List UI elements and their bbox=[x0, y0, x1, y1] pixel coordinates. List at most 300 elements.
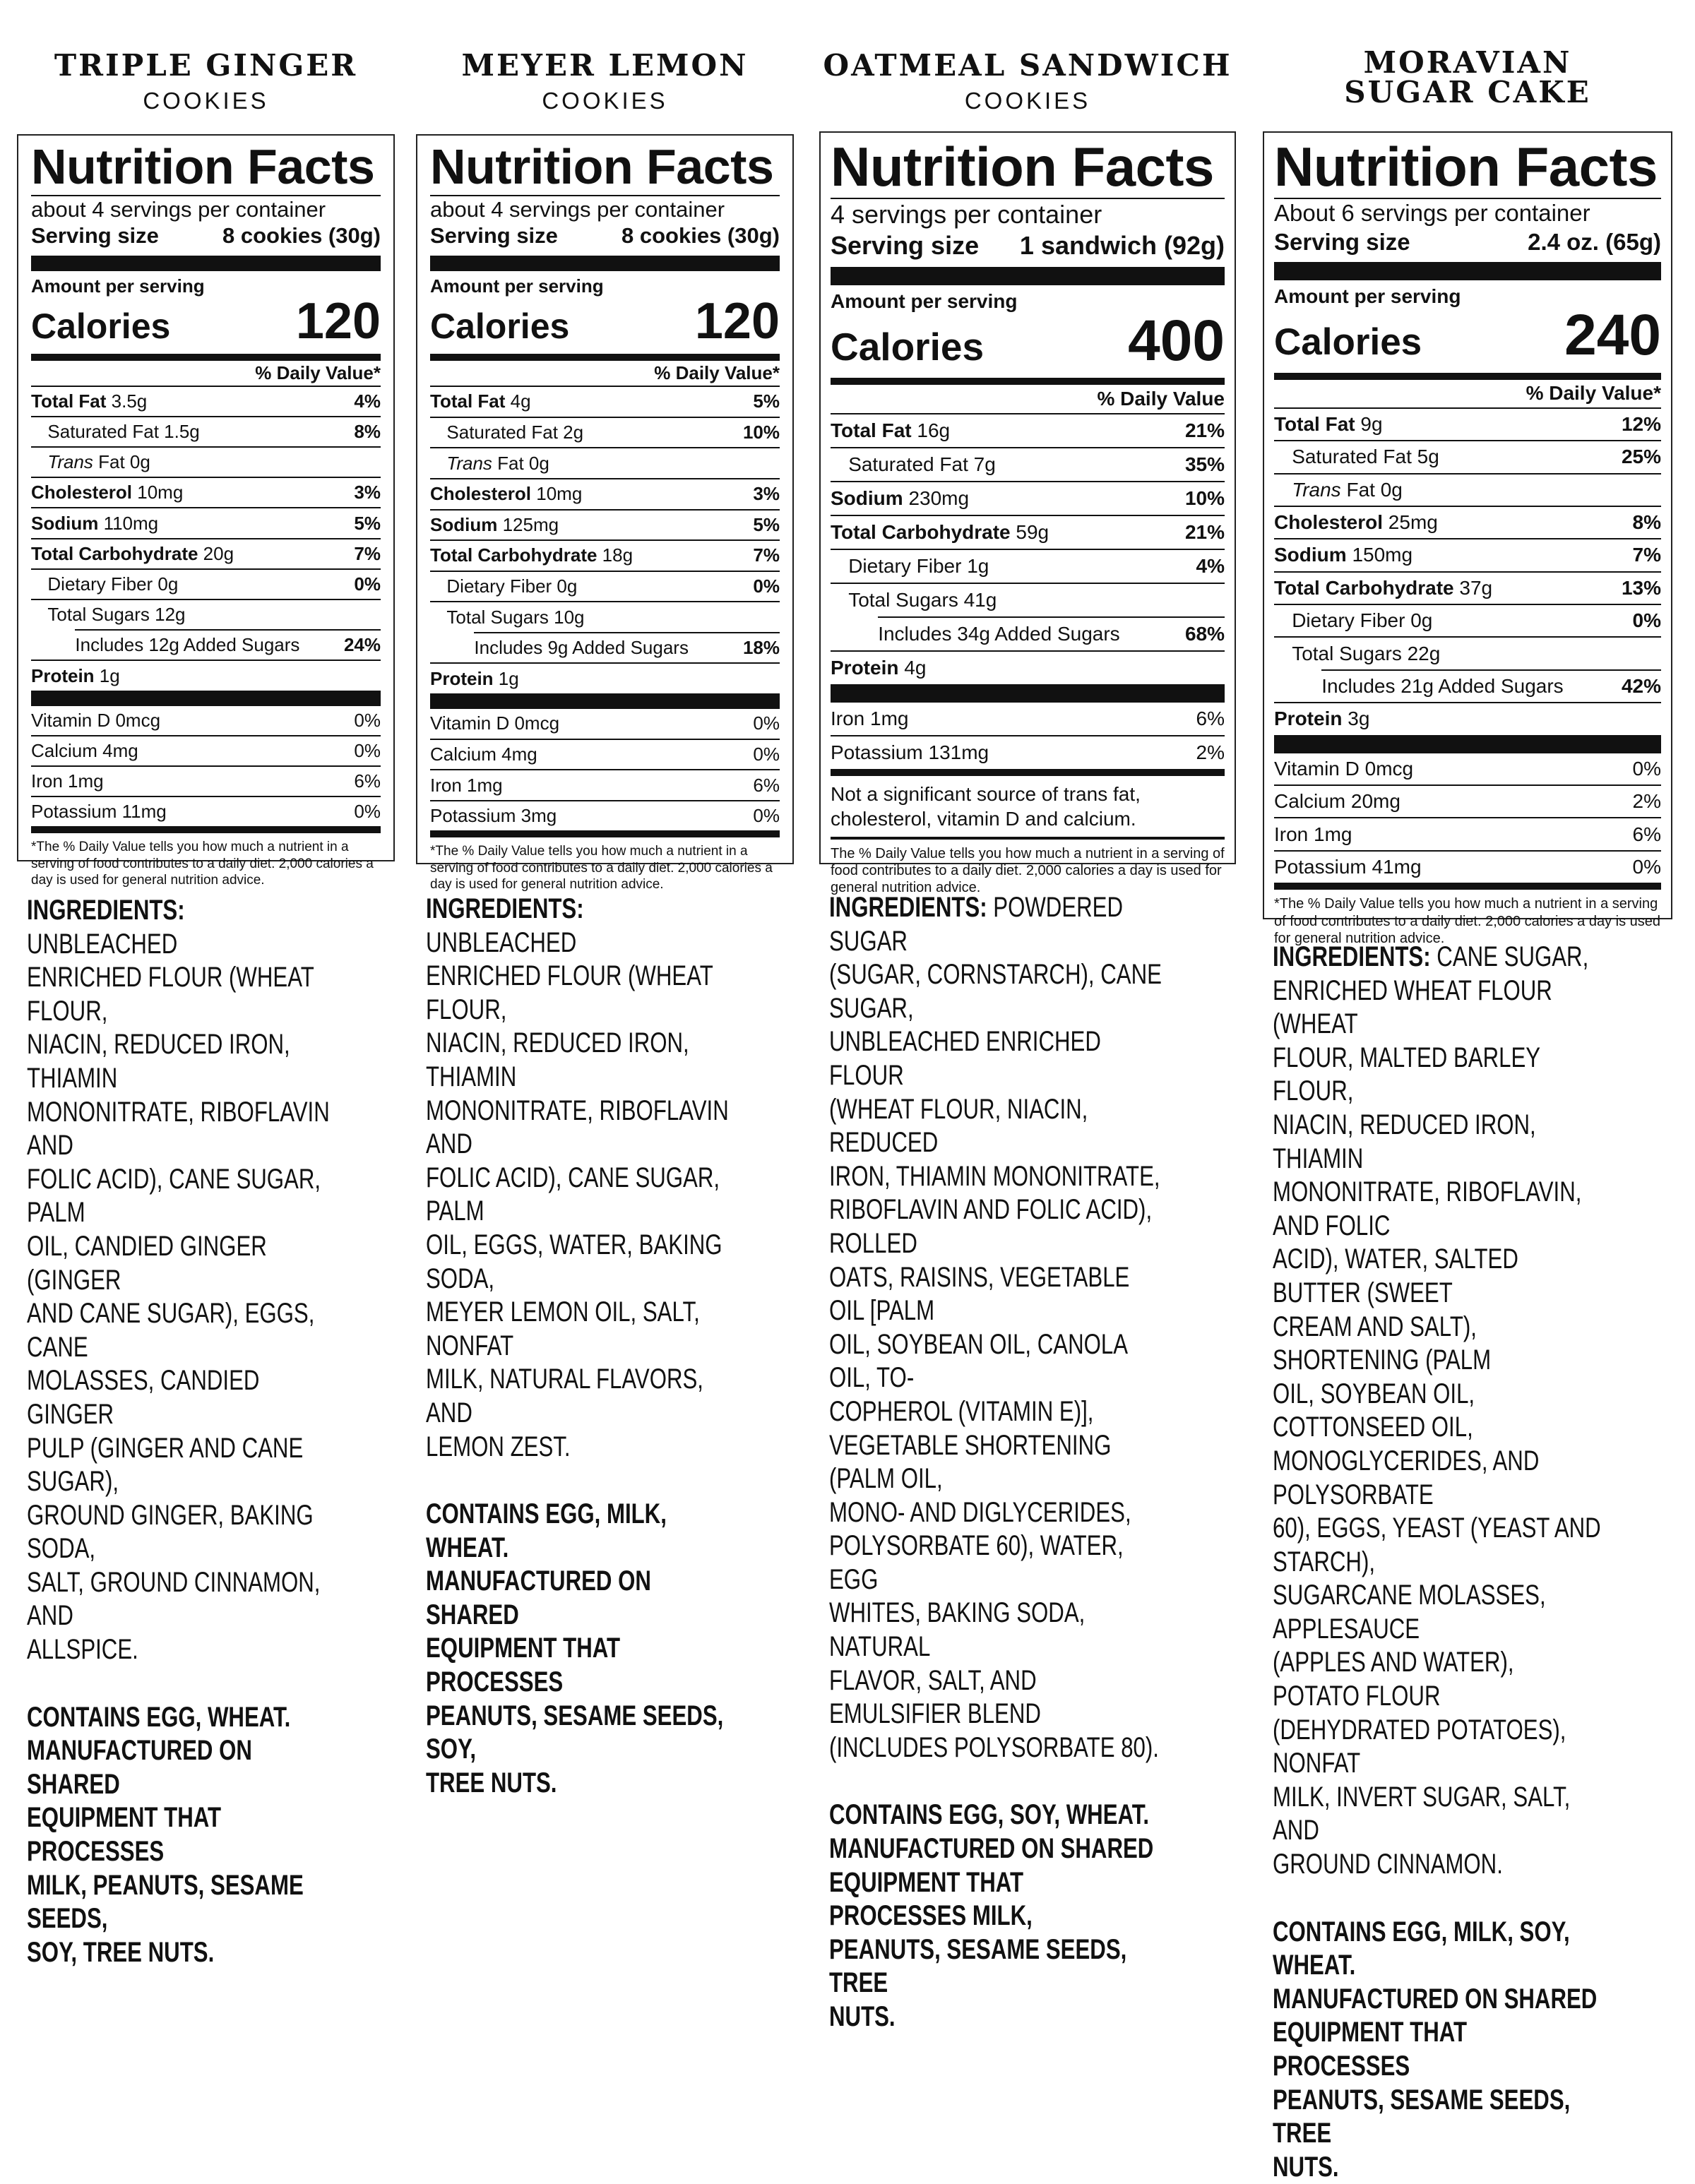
nutrient-label bbox=[31, 543, 234, 565]
nutrition-facts-title: Nutrition Facts bbox=[1274, 136, 1658, 198]
nutrient-name: Protein bbox=[1274, 708, 1343, 730]
nutrient-amount: Saturated Fat 7g bbox=[848, 453, 996, 475]
serving-size-value: 1 sandwich (92g) bbox=[1019, 231, 1225, 261]
nutrition-facts-body bbox=[31, 141, 381, 888]
nutrient-label bbox=[430, 483, 582, 505]
nutrient-dv: 7% bbox=[753, 544, 780, 566]
calories-label: Calories bbox=[430, 306, 570, 347]
vitamin-row bbox=[1274, 753, 1661, 784]
nutrient-label bbox=[31, 421, 200, 443]
vitamin-label: Iron 1mg bbox=[1274, 823, 1352, 845]
product-subtitle: COOKIES bbox=[143, 88, 269, 114]
nutrient-amount: 16g bbox=[911, 419, 951, 441]
vitamin-label: Calcium 20mg bbox=[1274, 790, 1400, 813]
servings-per-container: About 6 servings per container bbox=[1274, 200, 1590, 226]
nutrient-row bbox=[75, 629, 381, 660]
nutrient-amount: Fat 0g bbox=[492, 452, 549, 474]
nutrient-dv: 35% bbox=[1184, 453, 1225, 475]
vitamin-dv: 6% bbox=[1632, 823, 1661, 845]
medium-bar bbox=[31, 354, 381, 361]
nutrient-name: Sodium bbox=[31, 512, 99, 534]
nutrient-amount: 1g bbox=[94, 664, 120, 686]
calories-value: 400 bbox=[1128, 308, 1225, 373]
nutrient-row bbox=[430, 571, 780, 602]
nutrient-amount: Includes 34g Added Sugars bbox=[878, 622, 1120, 645]
nutrient-italic: Trans bbox=[1292, 478, 1341, 501]
serving-size-label: Serving size bbox=[430, 223, 558, 249]
vitamin-dv: 0% bbox=[1632, 757, 1661, 780]
nutrition-facts-body bbox=[1274, 138, 1661, 947]
nutrient-name: Total Carbohydrate bbox=[31, 542, 198, 564]
nutrient-dv: 4% bbox=[354, 390, 381, 412]
nutrient-row bbox=[831, 583, 1225, 616]
nutrient-amount: Includes 21g Added Sugars bbox=[1321, 675, 1564, 698]
vitamin-dv: 6% bbox=[354, 770, 381, 792]
daily-value-header: % Daily Value* bbox=[1526, 382, 1661, 405]
vitamin-label: Vitamin D 0mcg bbox=[31, 709, 161, 731]
medium-bar bbox=[1274, 373, 1661, 380]
nutrient-label bbox=[831, 521, 1049, 544]
product-heading bbox=[1263, 45, 1672, 109]
nutrient-label bbox=[31, 390, 147, 412]
nutrient-label bbox=[1274, 479, 1403, 501]
nutrient-italic: Trans bbox=[47, 451, 93, 473]
product-column bbox=[1263, 0, 1672, 2183]
medium-bar bbox=[831, 769, 1225, 776]
nutrient-row bbox=[474, 632, 780, 663]
thick-bar bbox=[831, 267, 1225, 285]
nutrient-name: Total Fat bbox=[831, 419, 912, 441]
vitamin-dv: 0% bbox=[1632, 856, 1661, 878]
nutrient-row bbox=[31, 660, 381, 690]
nutrient-dv: 68% bbox=[1184, 622, 1225, 645]
nutrient-row bbox=[1274, 636, 1661, 669]
nutrient-amount: 110mg bbox=[98, 512, 159, 534]
ingredients-block bbox=[27, 894, 333, 1969]
daily-value-header: % Daily Value* bbox=[255, 362, 381, 383]
serving-size-value: 8 cookies (30g) bbox=[222, 223, 381, 249]
thick-bar bbox=[430, 256, 780, 271]
vitamin-row bbox=[31, 735, 381, 765]
daily-value-header: % Daily Value bbox=[1097, 387, 1225, 410]
nutrient-name: Total Carbohydrate bbox=[430, 544, 597, 566]
nutrient-name: Total Fat bbox=[31, 390, 107, 412]
serving-size-row bbox=[430, 222, 780, 250]
vitamin-row bbox=[831, 703, 1225, 735]
nutrition-facts-title: Nutrition Facts bbox=[831, 136, 1214, 198]
nutrient-amount: Total Sugars 22g bbox=[1292, 642, 1441, 664]
nutrient-amount: 125mg bbox=[497, 513, 559, 535]
nutrient-dv: 0% bbox=[1632, 609, 1661, 632]
calories-label: Calories bbox=[831, 324, 985, 369]
nutrient-dv: 0% bbox=[354, 573, 381, 595]
nutrient-amount: Dietary Fiber 0g bbox=[1292, 609, 1433, 632]
nutrient-amount: Dietary Fiber 1g bbox=[848, 554, 989, 577]
nutrient-row bbox=[831, 413, 1225, 447]
nutrient-name: Sodium bbox=[430, 513, 498, 535]
daily-value-footnote: *The % Daily Value tells you how much a nutrient in a serving of food contributes to a daily diet. 2,000 calories a day is used for general nutrition advice. bbox=[1274, 896, 1661, 946]
nutrient-row bbox=[831, 481, 1225, 515]
nutrient-label bbox=[31, 665, 120, 687]
nutrient-name: Protein bbox=[430, 667, 494, 689]
nutrient-name: Cholesterol bbox=[31, 482, 133, 503]
amount-per-serving: Amount per serving bbox=[831, 290, 1018, 313]
nutrient-row bbox=[31, 599, 381, 629]
nutrient-amount: 3.5g bbox=[106, 390, 148, 412]
product-title: MORAVIAN SUGAR CAKE bbox=[1344, 45, 1591, 109]
calories-value: 120 bbox=[295, 293, 381, 350]
nutrient-dv: 25% bbox=[1621, 446, 1661, 468]
thick-bar bbox=[31, 256, 381, 271]
nutrient-row bbox=[430, 478, 780, 509]
daily-value-header: % Daily Value* bbox=[654, 362, 780, 383]
product-title: MEYER LEMON bbox=[461, 48, 749, 83]
ingredients-text bbox=[426, 893, 732, 1464]
vitamin-dv: 0% bbox=[354, 801, 381, 823]
nutrient-dv: 42% bbox=[1621, 675, 1661, 698]
allergen-statement: CONTAINS EGG, SOY, WHEAT. MANUFACTURED ON SHARED EQUIPMENT THAT PROCESSES MILK, PEANUTS, SESAME SEEDS, TREE NUTS. bbox=[829, 1799, 1154, 2032]
nutrient-label bbox=[831, 589, 997, 611]
vitamin-label: Calcium 4mg bbox=[430, 743, 537, 765]
not-significant-note: Not a significant source of trans fat, cholesterol, vitamin D and calcium. bbox=[831, 782, 1141, 830]
nutrient-amount: 4g bbox=[505, 390, 531, 412]
ingredients-label: INGREDIENTS: bbox=[1273, 941, 1431, 972]
nutrient-row bbox=[31, 477, 381, 507]
calories-row bbox=[31, 293, 381, 350]
nutrient-row bbox=[878, 616, 1225, 650]
calories-value: 120 bbox=[694, 293, 780, 350]
nutrient-dv: 3% bbox=[753, 483, 780, 505]
thick-bar bbox=[1274, 262, 1661, 280]
vitamin-row bbox=[1274, 850, 1661, 883]
product-title: OATMEAL SANDWICH bbox=[823, 48, 1232, 83]
medium-bar bbox=[430, 830, 780, 837]
product-column bbox=[416, 0, 794, 1798]
product-subtitle: COOKIES bbox=[964, 88, 1091, 114]
vitamin-row bbox=[430, 739, 780, 770]
ingredients-text bbox=[1273, 941, 1603, 1882]
product-column bbox=[17, 0, 395, 1968]
nutrient-label bbox=[430, 607, 585, 628]
nutrient-amount: 4g bbox=[898, 656, 927, 679]
note-rule bbox=[831, 837, 1225, 840]
nutrient-label bbox=[430, 668, 519, 690]
nutrient-row bbox=[1274, 407, 1661, 440]
nutrient-row bbox=[430, 447, 780, 478]
nutrient-amount: 230mg bbox=[903, 487, 970, 509]
vitamin-label: Vitamin D 0mcg bbox=[430, 712, 560, 734]
nutrient-label bbox=[430, 544, 633, 566]
nutrient-name: Protein bbox=[831, 656, 899, 679]
vitamin-row bbox=[31, 706, 381, 735]
nutrient-row bbox=[31, 446, 381, 477]
nutrient-label bbox=[31, 451, 150, 473]
ingredients-label: INGREDIENTS: bbox=[27, 895, 185, 926]
product-heading bbox=[416, 48, 794, 114]
calories-label: Calories bbox=[1274, 321, 1422, 364]
vitamin-row bbox=[1274, 784, 1661, 817]
calories-value: 240 bbox=[1564, 303, 1661, 368]
nutrient-label bbox=[1274, 643, 1440, 665]
vitamin-label: Vitamin D 0mcg bbox=[1274, 757, 1414, 780]
nutrient-row bbox=[430, 509, 780, 540]
nutrient-dv: 10% bbox=[1184, 487, 1225, 509]
nutrient-dv: 8% bbox=[1632, 511, 1661, 534]
nutrient-label bbox=[1274, 446, 1439, 468]
nutrient-row bbox=[831, 650, 1225, 684]
vitamin-dv: 2% bbox=[1196, 741, 1225, 763]
nutrient-name: Cholesterol bbox=[430, 483, 532, 505]
nutrient-label bbox=[1274, 708, 1369, 730]
thick-bar bbox=[831, 684, 1225, 703]
nutrient-label bbox=[430, 453, 549, 475]
nutrient-row bbox=[1274, 604, 1661, 636]
vitamin-label: Potassium 11mg bbox=[31, 801, 167, 823]
vitamin-label: Calcium 4mg bbox=[31, 739, 138, 761]
vitamin-row bbox=[31, 765, 381, 796]
vitamin-label: Iron 1mg bbox=[831, 707, 909, 729]
nutrient-row bbox=[1321, 669, 1661, 702]
nutrient-amount: 3g bbox=[1342, 708, 1370, 730]
nutrient-dv: 7% bbox=[1632, 544, 1661, 566]
vitamin-label: Potassium 41mg bbox=[1274, 856, 1422, 878]
vitamin-label: Iron 1mg bbox=[430, 774, 503, 796]
nutrient-row bbox=[31, 386, 381, 416]
nutrition-facts-panel bbox=[17, 134, 395, 888]
calories-row bbox=[430, 293, 780, 350]
nutrient-dv: 5% bbox=[753, 513, 780, 535]
nutrient-row bbox=[831, 515, 1225, 549]
nutrient-name: Cholesterol bbox=[1274, 511, 1384, 534]
ingredients-block bbox=[426, 893, 732, 1800]
nutrient-dv: 12% bbox=[1621, 412, 1661, 435]
nutrition-facts-body bbox=[430, 141, 780, 893]
vitamin-dv: 6% bbox=[753, 774, 780, 796]
nutrient-row bbox=[31, 507, 381, 537]
vitamin-dv: 0% bbox=[753, 743, 780, 765]
nutrient-dv: 5% bbox=[753, 390, 780, 412]
calories-label: Calories bbox=[31, 306, 171, 347]
servings-per-container: 4 servings per container bbox=[831, 200, 1102, 229]
nutrient-amount: 37g bbox=[1453, 576, 1493, 599]
nutrient-row bbox=[1274, 506, 1661, 538]
daily-value-footnote: *The % Daily Value tells you how much a nutrient in a serving of food contributes to a daily diet. 2,000 calories a day is used for general nutrition advice. bbox=[31, 840, 374, 888]
product-heading bbox=[17, 48, 395, 114]
nutrition-facts-body bbox=[831, 138, 1225, 897]
thick-bar bbox=[1274, 735, 1661, 753]
nutrient-row bbox=[1274, 571, 1661, 604]
amount-per-serving: Amount per serving bbox=[1274, 285, 1461, 307]
nutrient-label bbox=[831, 419, 950, 442]
nutrient-dv: 21% bbox=[1184, 520, 1225, 543]
nutrient-row bbox=[1274, 702, 1661, 734]
nutrient-label bbox=[831, 657, 926, 679]
product-heading bbox=[819, 48, 1236, 114]
nutrient-italic: Trans bbox=[446, 452, 492, 474]
nutrient-dv: 21% bbox=[1184, 419, 1225, 441]
daily-value-footnote: The % Daily Value tells you how much a nutrient in a serving of food contributes to a daily diet. 2,000 calories a day is used for general nutrition advice. bbox=[831, 845, 1225, 896]
vitamin-dv: 0% bbox=[354, 709, 381, 731]
nutrient-dv: 3% bbox=[354, 482, 381, 503]
amount-per-serving: Amount per serving bbox=[430, 275, 604, 297]
nutrition-facts-panel bbox=[819, 131, 1236, 896]
nutrient-dv: 10% bbox=[742, 422, 780, 443]
vitamin-label: Potassium 131mg bbox=[831, 741, 989, 763]
nutrient-name: Total Fat bbox=[430, 390, 506, 412]
nutrient-label bbox=[1274, 577, 1492, 599]
vitamin-dv: 6% bbox=[1196, 707, 1225, 729]
nutrient-row bbox=[31, 568, 381, 599]
serving-size-label: Serving size bbox=[1274, 228, 1410, 255]
nutrient-label bbox=[474, 637, 689, 659]
nutrient-amount: Fat 0g bbox=[93, 451, 150, 473]
vitamin-label: Iron 1mg bbox=[31, 770, 104, 792]
vitamin-label: Potassium 3mg bbox=[430, 805, 557, 827]
allergen-statement: CONTAINS EGG, MILK, SOY, WHEAT. MANUFACTURED ON SHARED EQUIPMENT THAT PROCESSES PEANUTS, SESAME SEEDS, TREE NUTS. bbox=[1273, 1916, 1598, 2183]
product-column bbox=[819, 0, 1236, 2032]
nutrient-row bbox=[430, 601, 780, 632]
serving-size-row bbox=[831, 229, 1225, 261]
vitamin-dv: 0% bbox=[753, 712, 780, 734]
nutrient-label bbox=[31, 573, 178, 595]
nutrient-row bbox=[1274, 440, 1661, 472]
nutrient-amount: 20g bbox=[198, 542, 234, 564]
nutrient-label bbox=[878, 623, 1119, 645]
ingredients-list: UNBLEACHED ENRICHED FLOUR (WHEAT FLOUR, NIACIN, REDUCED IRON, THIAMIN MONONITRATE, RIBOFLAVIN AND FOLIC ACID), CANE SUGAR, PALM OIL, CANDIED GINGER (GINGER AND CANE SUGAR), EGGS, CANE MOLASSES, CANDIED GINGER PULP (GINGER AND CANE SUGAR), GROUND GINGER, BAKING SODA, SALT, GROUND CINNAMON, AND ALLSPICE. bbox=[27, 928, 330, 1666]
nutrient-dv: 8% bbox=[354, 421, 381, 443]
calories-row bbox=[831, 308, 1225, 375]
amount-per-serving: Amount per serving bbox=[31, 275, 205, 297]
calories-row bbox=[1274, 303, 1661, 370]
nutrient-row bbox=[430, 662, 780, 693]
vitamin-row bbox=[1274, 817, 1661, 849]
nutrient-dv: 0% bbox=[753, 575, 780, 597]
ingredients-text bbox=[27, 894, 333, 1667]
vitamin-dv: 0% bbox=[354, 739, 381, 761]
nutrient-name: Protein bbox=[31, 664, 95, 686]
daily-value-footnote: *The % Daily Value tells you how much a nutrient in a serving of food contributes to a daily diet. 2,000 calories a day is used for general nutrition advice. bbox=[430, 844, 773, 892]
nutrient-dv: 18% bbox=[742, 637, 780, 659]
nutrient-label bbox=[1274, 511, 1438, 534]
ingredients-list: POWDERED SUGAR (SUGAR, CORNSTARCH), CANE SUGAR, UNBLEACHED ENRICHED FLOUR (WHEAT FLOUR, NIACIN, REDUCED IRON, THIAMIN MONONITRATE, RIBOFLAVIN AND FOLIC ACID), ROLLED OATS, RAISINS, VEGETABLE OIL [PALM OIL, SOYBEAN OIL, CANOLA OIL, TO- COPHEROL (VITAMIN E)], VEGETABLE SHORTENING (PALM OIL, MONO- AND DIGLYCERIDES, POLYSORBATE 60), WATER, EGG WHITES, BAKING SODA, NATURAL FLAVOR, SALT, AND EMULSIFIER BLEND (INCLUDES POLYSORBATE 80). bbox=[829, 892, 1162, 1763]
nutrient-amount: 18g bbox=[597, 544, 634, 566]
thick-bar bbox=[31, 691, 381, 706]
serving-size-value: 8 cookies (30g) bbox=[622, 223, 780, 249]
vitamin-row bbox=[831, 735, 1225, 769]
ingredients-label: INGREDIENTS: bbox=[426, 893, 584, 924]
nutrient-amount: 1g bbox=[493, 667, 519, 689]
medium-bar bbox=[430, 354, 780, 361]
ingredients-list: CANE SUGAR, ENRICHED WHEAT FLOUR (WHEAT FLOUR, MALTED BARLEY FLOUR, NIACIN, REDUCED IRON, THIAMIN MONONITRATE, RIBOFLAVIN, AND FOLIC ACID), WATER, SALTED BUTTER (SWEET CREAM AND SALT), SHORTENING (PALM OIL, SOYBEAN OIL, COTTONSEED OIL, MONOGLYCERIDES, AND POLYSORBATE 60), EGGS, YEAST (YEAST AND STARCH), SUGARCANE MOLASSES, APPLESAUCE (APPLES AND WATER), POTATO FLOUR (DEHYDRATED POTATOES), NONFAT MILK, INVERT SUGAR, SALT, AND GROUND CINNAMON. bbox=[1273, 941, 1601, 1880]
vitamin-row bbox=[31, 796, 381, 826]
nutrient-row bbox=[31, 416, 381, 446]
serving-size-value: 2.4 oz. (65g) bbox=[1528, 228, 1661, 255]
nutrient-label bbox=[31, 604, 186, 626]
nutrient-dv: 4% bbox=[1196, 554, 1225, 577]
serving-size-row bbox=[31, 222, 381, 250]
nutrient-label bbox=[430, 514, 559, 536]
medium-bar bbox=[831, 378, 1225, 385]
nutrient-label bbox=[1274, 544, 1412, 566]
nutrition-facts-panel bbox=[416, 134, 794, 892]
ingredients-block bbox=[829, 891, 1165, 2034]
medium-bar bbox=[31, 826, 381, 833]
nutrient-amount: Includes 9g Added Sugars bbox=[474, 637, 689, 659]
nutrient-row bbox=[1274, 473, 1661, 506]
nutrient-amount: Total Sugars 10g bbox=[446, 606, 585, 628]
nutrient-label bbox=[831, 555, 989, 578]
nutrient-label bbox=[75, 634, 299, 656]
nutrient-amount: Saturated Fat 2g bbox=[446, 422, 584, 443]
nutrient-label bbox=[430, 390, 531, 412]
nutrient-amount: 9g bbox=[1355, 412, 1383, 435]
nutrient-dv: 7% bbox=[354, 542, 381, 564]
nutrient-amount: Total Sugars 41g bbox=[848, 588, 997, 611]
nutrient-label bbox=[31, 482, 183, 503]
ingredients-list: UNBLEACHED ENRICHED FLOUR (WHEAT FLOUR, NIACIN, REDUCED IRON, THIAMIN MONONITRATE, RIBOFLAVIN AND FOLIC ACID), CANE SUGAR, PALM OIL, EGGS, WATER, BAKING SODA, MEYER LEMON OIL, SALT, NONFAT MILK, NATURAL FLAVORS, AND LEMON ZEST. bbox=[426, 926, 729, 1462]
nutrient-name: Total Fat bbox=[1274, 412, 1355, 435]
nutrient-row bbox=[430, 539, 780, 571]
nutrient-row bbox=[1274, 538, 1661, 571]
nutrient-amount: Saturated Fat 5g bbox=[1292, 446, 1439, 468]
nutrient-label bbox=[1274, 609, 1432, 632]
nutrient-label bbox=[31, 513, 158, 535]
vitamin-dv: 2% bbox=[1632, 790, 1661, 813]
vitamin-row bbox=[430, 709, 780, 739]
servings-per-container: about 4 servings per container bbox=[430, 197, 725, 222]
nutrient-dv: 24% bbox=[343, 634, 381, 656]
nutrient-amount: Includes 12g Added Sugars bbox=[75, 634, 300, 656]
vitamin-row bbox=[430, 800, 780, 831]
nutrient-amount: 59g bbox=[1010, 520, 1049, 543]
thick-bar bbox=[430, 693, 780, 709]
product-subtitle: COOKIES bbox=[542, 88, 668, 114]
allergen-statement: CONTAINS EGG, MILK, WHEAT. MANUFACTURED ON SHARED EQUIPMENT THAT PROCESSES PEANUTS, SESAME SEEDS, SOY, TREE NUTS. bbox=[426, 1498, 724, 1798]
nutrient-name: Total Carbohydrate bbox=[1274, 576, 1454, 599]
nutrient-amount: Dietary Fiber 0g bbox=[47, 573, 179, 595]
ingredients-text bbox=[829, 891, 1165, 1765]
nutrient-label bbox=[831, 453, 996, 476]
product-title: TRIPLE GINGER bbox=[54, 48, 358, 83]
vitamin-dv: 0% bbox=[753, 805, 780, 827]
nutrient-label bbox=[1274, 413, 1383, 436]
nutrient-label bbox=[430, 575, 577, 597]
ingredients-label: INGREDIENTS: bbox=[829, 892, 987, 923]
nutrient-amount: 10mg bbox=[132, 482, 184, 503]
serving-size-label: Serving size bbox=[831, 231, 980, 261]
medium-bar bbox=[1274, 883, 1661, 890]
nutrient-name: Sodium bbox=[1274, 544, 1347, 566]
nutrient-amount: 10mg bbox=[531, 483, 583, 505]
nutrient-row bbox=[430, 386, 780, 417]
nutrient-row bbox=[31, 538, 381, 568]
nutrient-amount: Saturated Fat 1.5g bbox=[47, 421, 200, 443]
servings-per-container: about 4 servings per container bbox=[31, 197, 326, 222]
nutrient-amount: Total Sugars 12g bbox=[47, 604, 186, 626]
vitamin-row bbox=[430, 769, 780, 800]
nutrient-row bbox=[430, 417, 780, 448]
nutrient-dv: 5% bbox=[354, 512, 381, 534]
nutrition-facts-title: Nutrition Facts bbox=[430, 139, 774, 194]
nutrient-name: Total Carbohydrate bbox=[831, 520, 1011, 543]
nutrient-amount: 150mg bbox=[1346, 544, 1413, 566]
allergen-statement: CONTAINS EGG, WHEAT. MANUFACTURED ON SHARED EQUIPMENT THAT PROCESSES MILK, PEANUTS, SESAME SEEDS, SOY, TREE NUTS. bbox=[27, 1701, 304, 1968]
nutrient-row bbox=[831, 447, 1225, 481]
ingredients-block bbox=[1273, 941, 1603, 2184]
nutrient-amount: 25mg bbox=[1383, 511, 1438, 534]
nutrient-amount: Fat 0g bbox=[1340, 478, 1403, 501]
nutrient-amount: Dietary Fiber 0g bbox=[446, 575, 578, 597]
